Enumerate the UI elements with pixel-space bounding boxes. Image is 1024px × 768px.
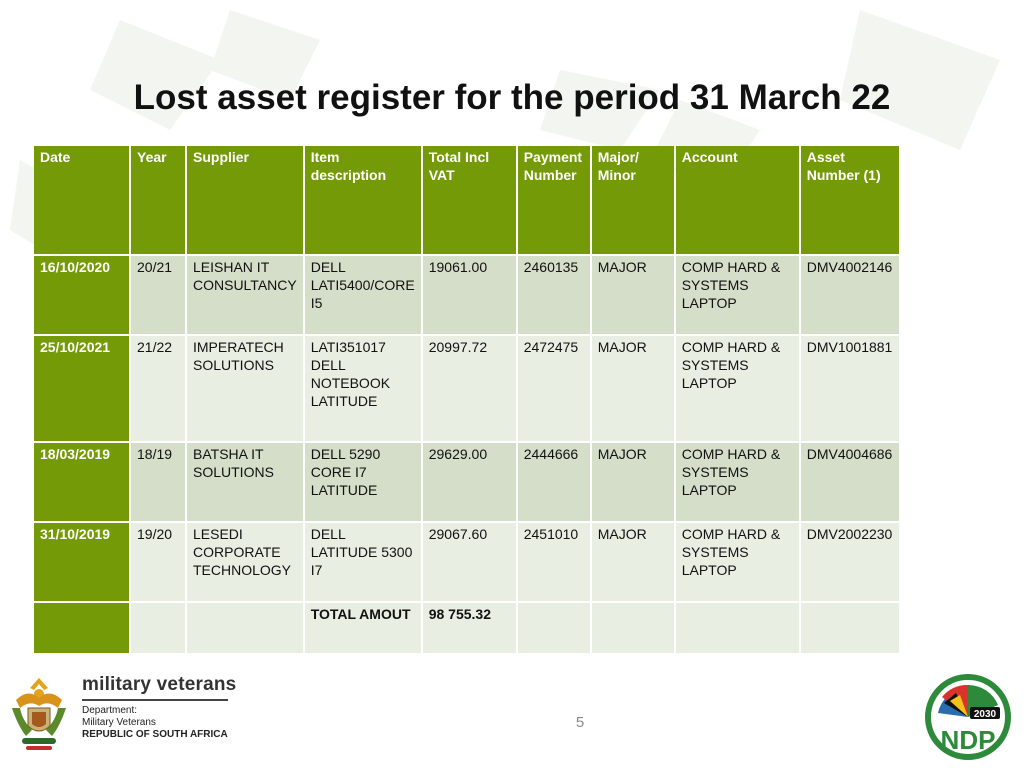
department-line-1: Department:	[82, 705, 138, 716]
cell-asset-number: DMV4002146	[801, 256, 899, 334]
header-cell-account: Account	[676, 146, 799, 254]
department-line-3: REPUBLIC OF SOUTH AFRICA	[82, 729, 228, 740]
cell-account: COMP HARD & SYSTEMS LAPTOP	[676, 336, 799, 441]
cell-supplier: LESEDI CORPORATE TECHNOLOGY	[187, 523, 303, 601]
total-empty-cell	[131, 603, 185, 653]
cell-asset-number: DMV4004686	[801, 443, 899, 521]
department-branding	[8, 674, 237, 761]
cell-date: 31/10/2019	[34, 523, 129, 601]
page-title: Lost asset register for the period 31 March 22	[133, 78, 891, 117]
total-label: TOTAL AMOUT	[305, 603, 421, 653]
cell-payment-number: 2472475	[518, 336, 590, 441]
ndp-logo-icon	[922, 673, 1014, 761]
lost-asset-table	[32, 144, 901, 655]
page-number: 5	[575, 714, 585, 731]
cell-asset-number: DMV1001881	[801, 336, 899, 441]
header-cell-supplier: Supplier	[187, 146, 303, 254]
table-row	[34, 523, 899, 601]
cell-year: 18/19	[131, 443, 185, 521]
table-row	[34, 256, 899, 334]
header-cell-asset-number: Asset Number (1)	[801, 146, 899, 254]
cell-asset-number: DMV2002230	[801, 523, 899, 601]
cell-total-incl-vat: 19061.00	[423, 256, 516, 334]
table-total-row	[34, 603, 899, 653]
cell-item-description: DELL 5290 CORE I7 LATITUDE	[305, 443, 421, 521]
total-empty-cell	[34, 603, 129, 653]
cell-year: 19/20	[131, 523, 185, 601]
department-line-2: Military Veterans	[82, 717, 156, 728]
coat-of-arms-icon	[8, 674, 70, 756]
header-cell-item-description: Item description	[305, 146, 421, 254]
table-row	[34, 443, 899, 521]
table-header-row	[34, 146, 899, 254]
header-cell-date: Date	[34, 146, 129, 254]
department-title: military veterans	[82, 674, 237, 695]
cell-item-description: LATI351017 DELL NOTEBOOK LATITUDE	[305, 336, 421, 441]
cell-supplier: BATSHA IT SOLUTIONS	[187, 443, 303, 521]
cell-item-description: DELL LATI5400/CORE I5	[305, 256, 421, 334]
cell-payment-number: 2460135	[518, 256, 590, 334]
cell-major-minor: MAJOR	[592, 443, 674, 521]
table-row	[34, 336, 899, 441]
cell-account: COMP HARD & SYSTEMS LAPTOP	[676, 256, 799, 334]
cell-year: 21/22	[131, 336, 185, 441]
total-empty-cell	[801, 603, 899, 653]
cell-supplier: LEISHAN IT CONSULTANCY	[187, 256, 303, 334]
cell-date: 18/03/2019	[34, 443, 129, 521]
total-empty-cell	[592, 603, 674, 653]
total-empty-cell	[187, 603, 303, 653]
cell-date: 16/10/2020	[34, 256, 129, 334]
header-cell-payment-number: Payment Number	[518, 146, 590, 254]
cell-payment-number: 2451010	[518, 523, 590, 601]
cell-major-minor: MAJOR	[592, 336, 674, 441]
total-empty-cell	[518, 603, 590, 653]
cell-year: 20/21	[131, 256, 185, 334]
cell-total-incl-vat: 29067.60	[423, 523, 516, 601]
title-rule	[82, 699, 228, 701]
cell-payment-number: 2444666	[518, 443, 590, 521]
header-cell-major-minor: Major/ Minor	[592, 146, 674, 254]
cell-major-minor: MAJOR	[592, 523, 674, 601]
cell-account: COMP HARD & SYSTEMS LAPTOP	[676, 523, 799, 601]
cell-total-incl-vat: 29629.00	[423, 443, 516, 521]
ndp-text: NDP	[940, 725, 996, 755]
header-cell-total-incl-vat: Total Incl VAT	[423, 146, 516, 254]
cell-item-description: DELL LATITUDE 5300 I7	[305, 523, 421, 601]
cell-supplier: IMPERATECH SOLUTIONS	[187, 336, 303, 441]
ndp-year: 2030	[973, 709, 997, 720]
total-value: 98 755.32	[423, 603, 516, 653]
cell-major-minor: MAJOR	[592, 256, 674, 334]
cell-account: COMP HARD & SYSTEMS LAPTOP	[676, 443, 799, 521]
total-empty-cell	[676, 603, 799, 653]
cell-total-incl-vat: 20997.72	[423, 336, 516, 441]
header-cell-year: Year	[131, 146, 185, 254]
cell-date: 25/10/2021	[34, 336, 129, 441]
